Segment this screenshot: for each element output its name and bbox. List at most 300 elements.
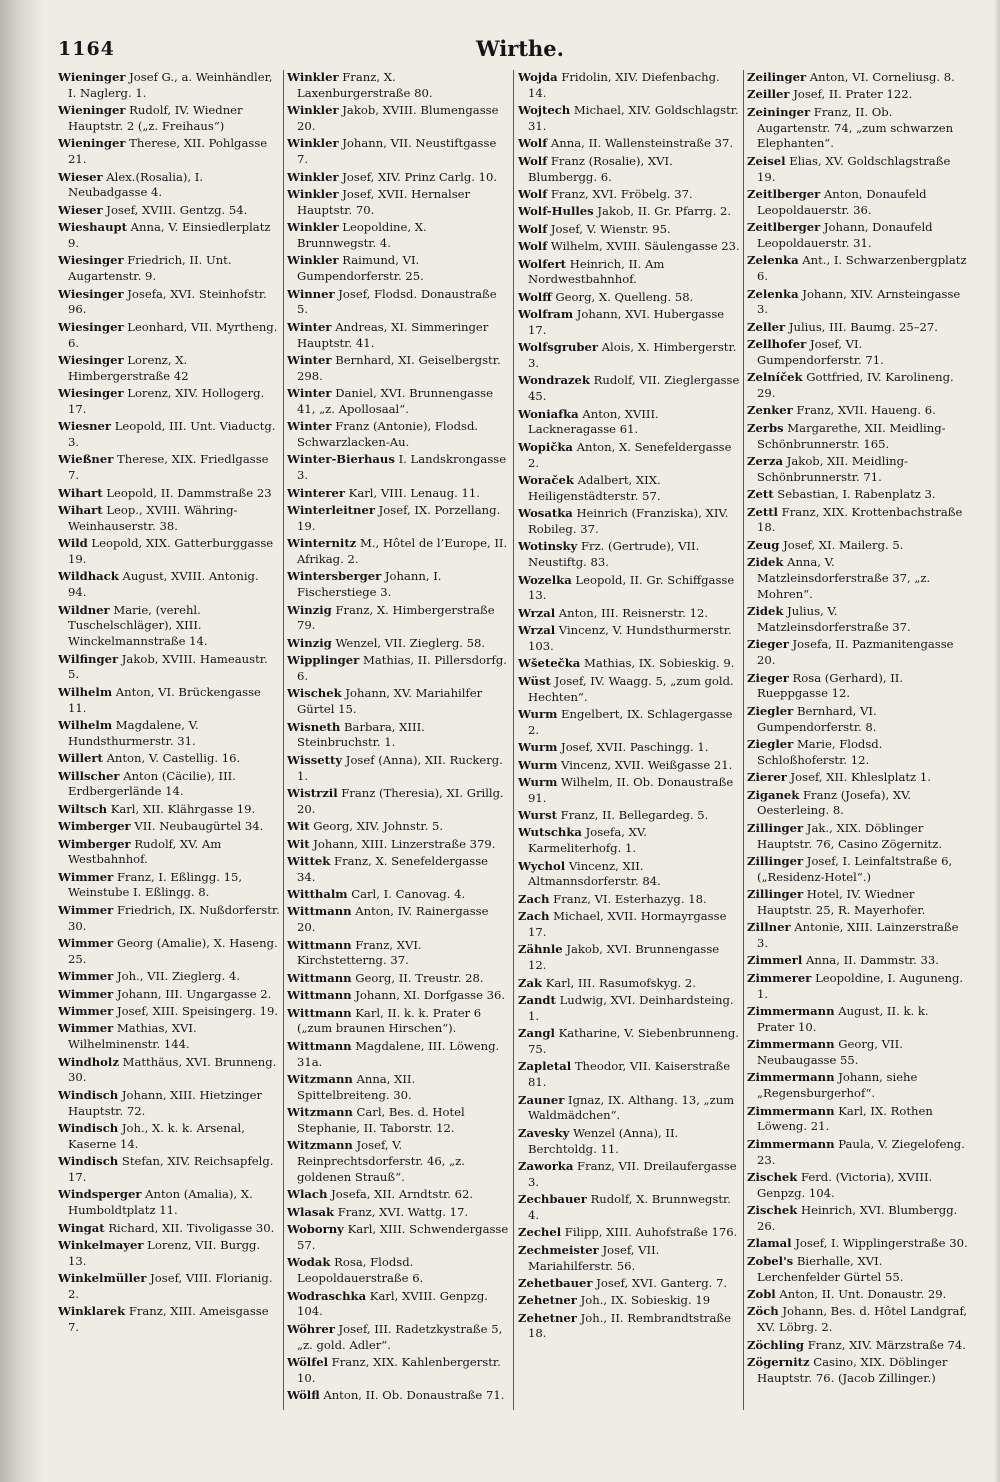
directory-entry <box>58 419 280 451</box>
entry-name: Wieninger <box>58 136 126 151</box>
entry-details: Johann, III. Ungargasse 2. <box>116 986 272 1001</box>
entry-name: Wurm <box>518 774 558 789</box>
directory-entry <box>747 538 969 554</box>
directory-entry <box>287 887 509 903</box>
entry-name: Wüst <box>518 673 551 688</box>
entry-name: Zimmermann <box>747 1004 835 1019</box>
entry-details: Josef, XVI. Ganterg. 7. <box>596 1275 728 1290</box>
entry-name: Windisch <box>58 1087 119 1102</box>
entry-details: Anton, IV. Rainergasse 20. <box>297 904 489 935</box>
entry-details: Jakob, XII. Meidling-Schönbrunnerstr. 71. <box>757 454 908 484</box>
entry-details: Josef, XVII. Hernalser Hauptstr. 70. <box>297 186 471 217</box>
directory-entry <box>747 1104 969 1136</box>
directory-entry <box>58 969 280 985</box>
entry-name: Wodak <box>287 1255 331 1270</box>
entry-details: Margarethe, XII. Meidling-Schönbrunnerstr. 165. <box>757 420 946 451</box>
directory-entry <box>58 452 280 484</box>
entry-name: Wojda <box>518 70 558 84</box>
directory-entry <box>287 1187 509 1203</box>
entry-details: Leopold, XIX. Gatterburggasse 19. <box>68 536 274 567</box>
directory-entry <box>58 136 280 168</box>
entry-name: Zerza <box>747 454 784 469</box>
entry-name: Zaworka <box>518 1158 574 1173</box>
entry-name: Zimmerer <box>747 970 812 985</box>
entry-details: Johann, XVI. Hubergasse 17. <box>528 307 725 337</box>
directory-entry <box>518 1026 740 1058</box>
entry-name: Wolfert <box>518 256 567 271</box>
directory-entry <box>287 320 509 352</box>
entry-name: Wolfram <box>518 307 574 322</box>
entry-name: Zobel's <box>747 1253 794 1268</box>
entry-name: Zechel <box>518 1225 562 1240</box>
entry-details: Matthäus, XVI. Brunneng. 30. <box>68 1054 277 1085</box>
directory-entry <box>287 1388 509 1404</box>
entry-name: Woborny <box>287 1222 344 1237</box>
entry-name: Willert <box>58 751 103 766</box>
entry-name: Wosatka <box>518 506 573 521</box>
entry-details: Josef, III. Radetzkystraße 5, „z. gold. Adler“. <box>297 1321 503 1352</box>
directory-entry <box>58 718 280 750</box>
entry-name: Wšetečka <box>518 656 581 671</box>
page-left-edge <box>0 0 44 1482</box>
entry-details: Josef, XII. Khleslplatz 1. <box>790 770 931 785</box>
entry-details: Julius, V. Matzleinsdorferstraße 37. <box>757 604 911 634</box>
entry-details: Josef G., a. Weinhändler, I. Naglerg. 1. <box>68 70 273 100</box>
entry-details: Franz, VI. Esterhazyg. 18. <box>553 891 707 906</box>
directory-entry <box>58 203 280 219</box>
directory-entry <box>287 253 509 285</box>
entry-name: Wittmann <box>287 970 352 985</box>
directory-entry <box>747 953 969 969</box>
entry-details: Georg, VII. Neubaugasse 55. <box>757 1037 903 1068</box>
entry-name: Winter <box>287 386 332 401</box>
entry-name: Zillner <box>747 920 791 935</box>
entry-details: Paula, V. Ziegelofeng. 23. <box>757 1136 965 1167</box>
directory-entry <box>747 154 969 186</box>
entry-details: Johann, I. Fischerstiege 3. <box>297 569 442 600</box>
entry-details: Johann, XIII. Hietzinger Hauptstr. 72. <box>68 1087 262 1118</box>
directory-entry <box>58 569 280 601</box>
entry-details: Anton (Amalia), X. Humboldtplatz 11. <box>68 1187 253 1218</box>
entry-name: Zimmermann <box>747 1070 835 1085</box>
entry-details: Rudolf, VII. Zieglergasse 45. <box>528 373 740 404</box>
directory-entry <box>518 204 740 220</box>
entry-details: Franz, II. Ob. Augartenstr. 74, „zum schwarzen Elephanten“. <box>757 104 954 151</box>
entry-details: Franz (Theresia), XI. Grillg. 20. <box>297 785 504 816</box>
entry-details: Frz. (Gertrude), VII. Neustiftg. 83. <box>528 539 700 570</box>
entry-name: Wild <box>58 536 88 551</box>
entry-details: Rosa (Gerhard), II. Rueppgasse 12. <box>757 670 904 701</box>
entry-name: Ziegler <box>747 703 794 718</box>
entry-details: Johann, VII. Neustiftgasse 7. <box>297 136 497 167</box>
directory-entry <box>747 105 969 152</box>
entry-name: Wipplinger <box>287 653 360 668</box>
entry-name: Wiesinger <box>58 319 124 334</box>
directory-entry <box>58 70 280 102</box>
entry-name: Witzmann <box>287 1072 353 1086</box>
directory-entry <box>747 220 969 252</box>
directory-entry <box>747 1338 969 1354</box>
entry-details: Josef, XVIII. Gentzg. 54. <box>106 202 248 217</box>
directory-entry <box>58 1154 280 1186</box>
entry-details: Josef, Flodsd. Donaustraße 5. <box>297 286 497 317</box>
entry-details: Jakob, XVIII. Blumengasse 20. <box>297 103 499 133</box>
directory-entry <box>518 707 740 739</box>
entry-details: Carl, Bes. d. Hotel Stephanie, II. Taborstr. 12. <box>297 1105 465 1135</box>
entry-name: Wieshaupt <box>58 220 127 235</box>
directory-entry <box>58 353 280 385</box>
directory-entry <box>747 821 969 853</box>
entry-details: Rudolf, XV. Am Westbahnhof. <box>68 836 222 867</box>
entry-details: Anton (Cäcilie), III. Erdbergerlände 14. <box>68 768 236 799</box>
entry-name: Zeller <box>747 319 786 334</box>
entry-details: Lorenz, X. Himbergerstraße 42 <box>68 352 189 383</box>
entry-details: Josef, XIII. Speisingerg. 19. <box>116 1004 279 1019</box>
entry-details: Casino, XIX. Döblinger Hauptstr. 76. (Jacob Zillinger.) <box>757 1354 948 1385</box>
entry-name: Wisneth <box>287 719 341 734</box>
directory-entry <box>518 909 740 941</box>
entry-name: Wimmer <box>58 936 114 951</box>
entry-name: Zögernitz <box>747 1354 810 1369</box>
entry-details: Anna, II. Dammstr. 33. <box>805 953 939 968</box>
entry-details: Friedrich, II. Unt. Augartenstr. 9. <box>68 253 232 284</box>
entry-name: Zandt <box>518 993 556 1008</box>
entry-details: Richard, XII. Tivoligasse 30. <box>108 1220 275 1235</box>
entry-details: Rudolf, X. Brunnwegstr. 4. <box>528 1192 731 1222</box>
entry-name: Woniafka <box>518 406 579 421</box>
directory-entry <box>58 1221 280 1237</box>
entry-name: Wurst <box>518 808 557 823</box>
entry-name: Wychol <box>518 858 566 873</box>
entry-details: Bernhard, VI. Gumpendorferstr. 8. <box>757 703 877 734</box>
directory-entry <box>287 1039 509 1071</box>
directory-column-1 <box>58 70 280 1470</box>
entry-details: Josef, XIV. Prinz Carlg. 10. <box>342 169 498 184</box>
entry-details: Franz, VII. Dreilaufergasse 3. <box>528 1158 737 1189</box>
column-divider <box>743 70 744 1410</box>
directory-entry <box>287 386 509 418</box>
entry-name: Winter-Bierhaus <box>287 452 395 467</box>
directory-entry <box>518 136 740 152</box>
entry-details: Alex.(Rosalia), I. Neubadgasse 4. <box>68 169 204 200</box>
entry-name: Wieser <box>58 202 103 217</box>
entry-name: Zischek <box>747 1169 798 1184</box>
directory-entry <box>747 637 969 669</box>
directory-entry <box>747 770 969 786</box>
entry-name: Wießner <box>58 452 114 467</box>
entry-details: Magdalene, III. Löweng. 31a. <box>297 1038 500 1069</box>
entry-details: Franz, XIV. Märzstraße 74. <box>807 1337 966 1352</box>
directory-entry <box>747 403 969 419</box>
entry-name: Wozelka <box>518 572 572 587</box>
directory-entry <box>747 1355 969 1387</box>
entry-details: Josef, VII. Mariahilferstr. 56. <box>528 1242 660 1273</box>
entry-name: Wit <box>287 836 310 851</box>
directory-entry <box>58 819 280 835</box>
entry-details: Wilhelm, II. Ob. Donaustraße 91. <box>528 774 734 805</box>
directory-entry <box>518 892 740 908</box>
entry-details: Vincenz, V. Hundsthurmerstr. 103. <box>528 623 732 653</box>
directory-entry <box>518 1276 740 1292</box>
directory-entry <box>518 758 740 774</box>
entry-details: Marie, (verehl. Tuschelschläger), XIII. Winckelmannstraße 14. <box>68 602 208 649</box>
directory-entry <box>518 942 740 974</box>
entry-name: Wimmer <box>58 902 114 917</box>
entry-details: Heinrich, II. Am Nordwestbahnhof. <box>528 256 665 287</box>
directory-entry <box>58 486 280 502</box>
entry-name: Zauner <box>518 1092 565 1107</box>
entry-details: Wenzel (Anna), II. Berchtoldg. 11. <box>528 1125 679 1156</box>
entry-details: Franz, I. Eßlingg. 15, Weinstube I. Eßlingg. 8. <box>68 869 243 900</box>
entry-name: Zangl <box>518 1026 555 1041</box>
directory-entry <box>287 720 509 752</box>
directory-column-3 <box>518 70 740 1470</box>
entry-details: August, XVIII. Antonig. 94. <box>68 569 259 600</box>
directory-entry <box>518 290 740 306</box>
entry-name: Zlamal <box>747 1236 792 1251</box>
entry-name: Zierer <box>747 770 787 785</box>
entry-name: Zeininger <box>747 104 811 119</box>
entry-details: Anton, Donaufeld Leopoldauerstr. 36. <box>757 186 927 217</box>
entry-details: Karl, XIII. Schwendergasse 57. <box>297 1222 509 1252</box>
directory-entry <box>518 154 740 186</box>
entry-name: Witthalm <box>287 887 348 902</box>
entry-name: Zeug <box>747 537 780 552</box>
entry-details: Karl, XVIII. Genpzg. 104. <box>297 1288 488 1319</box>
directory-entry <box>518 623 740 655</box>
entry-name: Wiesner <box>58 419 112 434</box>
directory-entry <box>58 220 280 252</box>
entry-details: Karl, XII. Klährgasse 19. <box>110 801 256 816</box>
directory-entry <box>58 769 280 801</box>
entry-name: Wildner <box>58 602 110 617</box>
entry-details: Mathias, II. Pillersdorfg. 6. <box>297 653 507 683</box>
entry-name: Wlasak <box>287 1204 335 1219</box>
entry-name: Wolf <box>518 186 548 201</box>
entry-name: Zieger <box>747 637 789 652</box>
page-number: 1164 <box>58 38 115 60</box>
entry-name: Wieser <box>58 169 103 184</box>
entry-details: Josef, V. Wienstr. 95. <box>550 221 671 236</box>
entry-details: Joh., X. k. k. Arsenal, Kaserne 14. <box>68 1120 245 1151</box>
entry-details: Ant., I. Schwarzenbergplatz 6. <box>757 253 967 284</box>
directory-entry <box>58 287 280 319</box>
directory-entry <box>287 1205 509 1221</box>
entry-details: Leopold, III. Unt. Viaductg. 3. <box>68 419 276 450</box>
entry-details: Leop., XVIII. Währing-Weinhauserstr. 38. <box>68 503 238 533</box>
entry-details: Jakob, XVI. Brunnengasse 12. <box>528 942 720 973</box>
directory-entry <box>518 407 740 439</box>
entry-name: Zischek <box>747 1203 798 1218</box>
directory-entry <box>747 1287 969 1303</box>
column-divider <box>283 70 284 1410</box>
directory-entry <box>58 103 280 135</box>
entry-name: Willscher <box>58 768 120 783</box>
directory-entry <box>287 486 509 502</box>
directory-entry <box>287 136 509 168</box>
entry-name: Wölfel <box>287 1354 328 1369</box>
directory-entry <box>58 652 280 684</box>
entry-details: Barbara, XIII. Steinbruchstr. 1. <box>297 719 425 750</box>
entry-name: Zeiller <box>747 87 790 102</box>
directory-entry <box>747 320 969 336</box>
entry-details: Jakob, II. Gr. Pfarrg. 2. <box>597 204 732 219</box>
entry-details: Johann, XIV. Arnsteingasse 3. <box>757 286 961 317</box>
directory-column-2 <box>287 70 509 1470</box>
entry-details: Wenzel, VII. Zieglerg. 58. <box>335 635 486 650</box>
entry-details: Rudolf, IV. Wiedner Hauptstr. 2 („z. Freihaus“) <box>68 103 243 133</box>
entry-name: Zechmeister <box>518 1242 599 1257</box>
entry-details: Josefa, XVI. Steinhofstr. 96. <box>68 286 267 317</box>
directory-entry <box>747 87 969 103</box>
directory-entry <box>58 802 280 818</box>
entry-name: Wojtech <box>518 103 571 118</box>
entry-name: Wolf <box>518 239 548 254</box>
entry-details: Josef, I. Wipplingerstraße 30. <box>795 1236 968 1251</box>
directory-entry <box>518 1311 740 1343</box>
directory-entry <box>747 187 969 219</box>
directory-entry <box>518 674 740 706</box>
entry-name: Winter <box>287 352 332 367</box>
directory-entry <box>58 253 280 285</box>
entry-details: Anton, XVIII. Lackneragasse 61. <box>528 406 659 437</box>
directory-entry <box>287 70 509 102</box>
entry-name: Wilhelm <box>58 717 113 732</box>
entry-name: Winner <box>287 286 335 301</box>
directory-entry <box>287 854 509 886</box>
entry-details: Josefa, XV. Karmeliterhofg. 1. <box>528 825 647 856</box>
directory-entry <box>58 386 280 418</box>
entry-details: Anton, V. Castellig. 16. <box>106 751 241 766</box>
entry-name: Wintersberger <box>287 569 382 584</box>
entry-details: Daniel, XVI. Brunnengasse 41, „z. Apollosaal“. <box>297 386 493 416</box>
directory-entry <box>747 854 969 886</box>
directory-entry <box>58 751 280 767</box>
entry-name: Winter <box>287 419 332 434</box>
entry-name: Zimmerl <box>747 953 803 968</box>
entry-name: Zehetner <box>518 1293 577 1308</box>
directory-entry <box>747 604 969 636</box>
entry-name: Ziganek <box>747 787 800 802</box>
entry-details: Josefa, II. Pazmanitengasse 20. <box>757 637 954 668</box>
entry-name: Wiesinger <box>58 352 124 367</box>
entry-details: Josef, XI. Mailerg. 5. <box>783 537 904 552</box>
entry-details: Franz, X. Senefeldergasse 34. <box>297 853 489 884</box>
directory-entry <box>287 786 509 818</box>
entry-details: Franz (Antonie), Flodsd. Schwarzlacken-Au. <box>297 419 479 450</box>
entry-name: Zehetbauer <box>518 1275 593 1290</box>
directory-entry <box>747 487 969 503</box>
directory-entry <box>58 987 280 1003</box>
directory-entry <box>747 253 969 285</box>
entry-name: Wölfl <box>287 1388 320 1403</box>
directory-entry <box>518 573 740 605</box>
directory-entry <box>287 1222 509 1254</box>
entry-name: Winkelmüller <box>58 1271 147 1286</box>
entry-name: Wieninger <box>58 103 126 118</box>
directory-entry <box>287 636 509 652</box>
entry-name: Wiesinger <box>58 386 124 401</box>
page-right-edge <box>994 0 1000 1482</box>
entry-name: Wolf-Hulles <box>518 204 594 219</box>
entry-name: Winterer <box>287 485 345 500</box>
directory-entry <box>747 1304 969 1336</box>
entry-name: Zapletal <box>518 1059 572 1074</box>
entry-details: Theodor, VII. Kaiserstraße 81. <box>528 1059 731 1090</box>
entry-name: Zimmermann <box>747 1103 835 1118</box>
entry-details: Josef, IV. Waagg. 5, „zum gold. Hechten“. <box>528 673 734 704</box>
entry-name: Wotinsky <box>518 539 578 554</box>
entry-details: Franz, II. Bellegardeg. 5. <box>560 808 709 823</box>
entry-name: Wittmann <box>287 937 352 952</box>
entry-name: Zöchling <box>747 1337 805 1352</box>
directory-entry <box>747 1004 969 1036</box>
entry-details: Franz, XVII. Haueng. 6. <box>796 403 936 418</box>
entry-name: Zimmermann <box>747 1136 835 1151</box>
directory-entry <box>58 603 280 650</box>
entry-name: Wieninger <box>58 70 126 84</box>
directory-entry <box>747 1236 969 1252</box>
entry-name: Winkler <box>287 136 339 151</box>
entry-details: Georg, XIV. Johnstr. 5. <box>313 819 444 834</box>
entry-details: M., Hôtel de l’Europe, II. Afrikag. 2. <box>297 536 508 567</box>
directory-entry <box>747 671 969 703</box>
entry-name: Wiesinger <box>58 286 124 301</box>
entry-details: Anna, V. Einsiedlerplatz 9. <box>68 220 271 250</box>
entry-details: Joh., II. Rembrandtstraße 18. <box>528 1310 731 1341</box>
directory-entry <box>518 539 740 571</box>
entry-name: Zerbs <box>747 420 784 435</box>
entry-name: Winter <box>287 319 332 334</box>
entry-name: Zillinger <box>747 887 804 902</box>
directory-entry <box>58 1004 280 1020</box>
entry-details: Josef, IX. Porzellang. 19. <box>297 503 501 533</box>
entry-details: Vincenz, XII. Altmannsdorferstr. 84. <box>528 858 661 889</box>
entry-name: Wrzal <box>518 623 556 638</box>
entry-details: Anna, V. Matzleinsdorferstraße 37, „z. Mohren“. <box>757 555 931 601</box>
directory-entry <box>747 1254 969 1286</box>
entry-name: Zelenka <box>747 253 799 268</box>
entry-details: Carl, I. Canovag. 4. <box>351 887 466 902</box>
entry-name: Ziegler <box>747 736 794 751</box>
directory-entry <box>747 555 969 602</box>
directory-entry <box>747 887 969 919</box>
directory-entry <box>518 740 740 756</box>
entry-details: Anna, XII. Spittelbreiteng. 30. <box>297 1072 416 1102</box>
directory-entry <box>747 704 969 736</box>
directory-entry <box>287 419 509 451</box>
entry-details: Franz, XIII. Ameisgasse 7. <box>68 1304 269 1335</box>
entry-details: Franz, XVI. Fröbelg. 37. <box>550 186 693 201</box>
directory-entry <box>747 920 969 952</box>
entry-details: Josef, I. Leinfaltstraße 6, („Residenz-Hotel“.) <box>757 853 953 884</box>
entry-details: Marie, Flodsd. Schloßhoferstr. 12. <box>757 736 883 767</box>
entry-name: Zak <box>518 975 543 990</box>
directory-entry <box>747 70 969 86</box>
entry-name: Wimmer <box>58 1021 114 1036</box>
entry-name: Wolff <box>518 289 552 304</box>
directory-entry <box>287 170 509 186</box>
entry-name: Zillinger <box>747 853 804 868</box>
entry-name: Zettl <box>747 504 778 519</box>
directory-entry <box>287 1072 509 1104</box>
directory-entry <box>58 536 280 568</box>
directory-entry <box>518 307 740 339</box>
directory-entry <box>58 320 280 352</box>
entry-details: Rosa, Flodsd. Leopoldauerstraße 6. <box>297 1255 424 1286</box>
entry-name: Zeilinger <box>747 70 807 84</box>
entry-details: Josef, VIII. Florianig. 2. <box>68 1271 273 1301</box>
